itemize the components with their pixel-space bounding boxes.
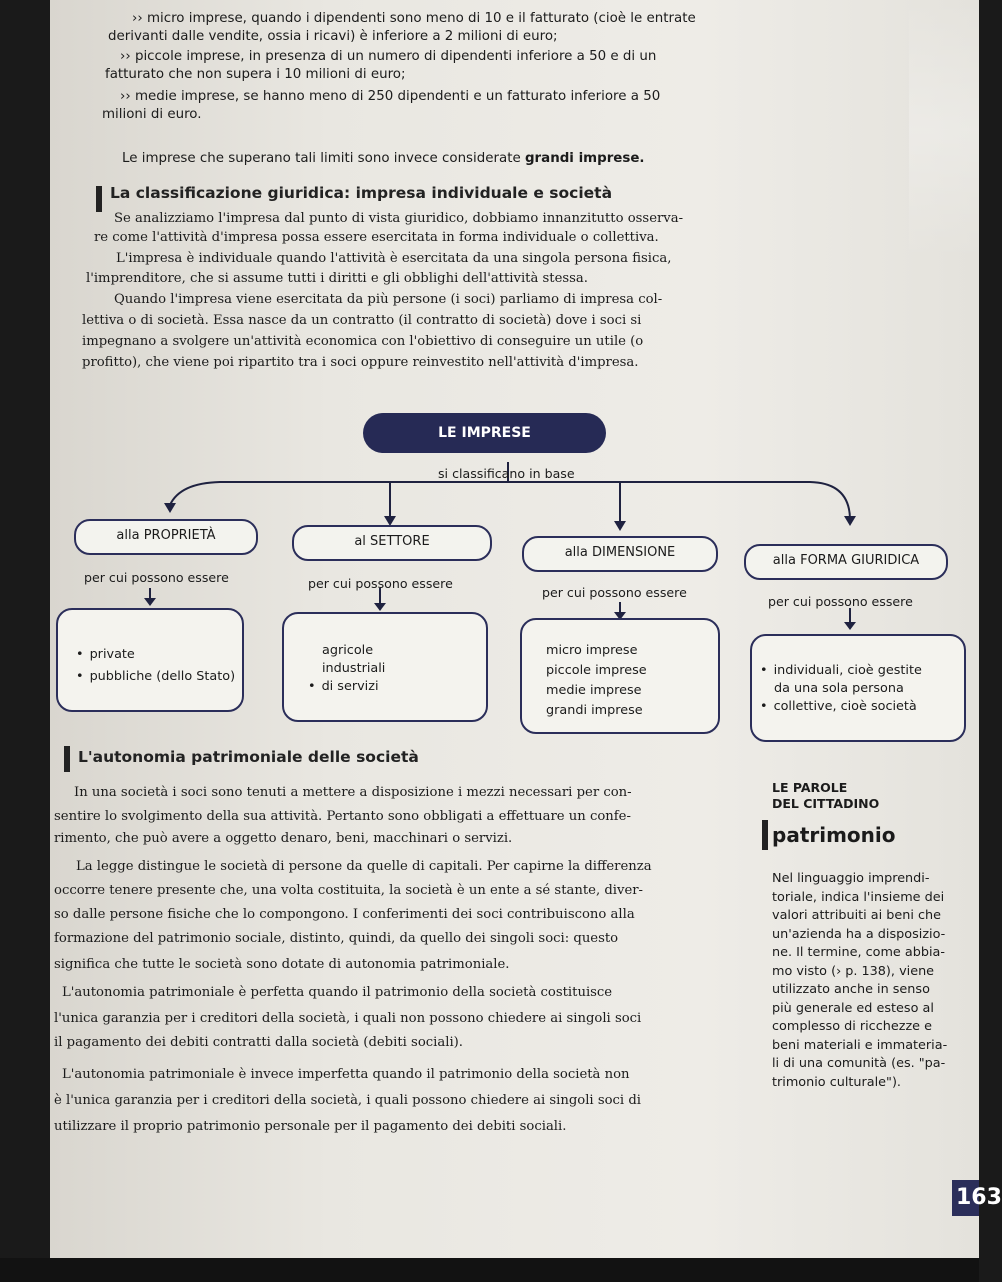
intro-line-3: ›› piccole imprese, in presenza di un numero di dipendenti inferiore a 50 e di un xyxy=(120,49,657,64)
list-item: industriali xyxy=(322,661,386,676)
s2-line: l'unica garanzia per i creditori della società, i quali non possono chiedere ai singoli soci xyxy=(54,1011,642,1026)
section1-title-a: La classificazione giuridica: xyxy=(110,184,351,202)
s2-line: so dalle persone fisiche che lo compongono. I conferimenti dei soci contribuiscono alla xyxy=(54,907,635,922)
section-marker xyxy=(64,746,70,772)
list-item: medie imprese xyxy=(546,683,642,698)
s2-line: significa che tutte le società sono dotate di autonomia patrimoniale. xyxy=(54,957,510,972)
s1-line: Se analizziamo l'impresa dal punto di vista giuridico, dobbiamo innanzitutto osserva- xyxy=(114,211,684,226)
list-item: • individuali, cioè gestite xyxy=(760,662,964,680)
category-forma-giuridica: alla FORMA GIURIDICA xyxy=(744,544,948,580)
category-sub: per cui possono essere xyxy=(542,585,687,600)
s2-line: il pagamento dei debiti contratti dalla società (debiti sociali). xyxy=(54,1035,463,1050)
category-sub: per cui possono essere xyxy=(768,594,913,609)
page-number: 163 xyxy=(952,1180,979,1216)
sidebar-label-1: LE PAROLE xyxy=(772,780,848,795)
category-dimensione: alla DIMENSIONE xyxy=(522,536,718,572)
s1-line: L'impresa è individuale quando l'attività è esercitata da una singola persona fisica, xyxy=(116,251,672,266)
category-sub: per cui possono essere xyxy=(308,576,453,591)
sidebar-line: utilizzato anche in senso xyxy=(772,982,930,997)
sidebar-marker xyxy=(762,820,768,850)
sidebar-line: ne. Il termine, come abbia- xyxy=(772,945,945,960)
s1-line: Quando l'impresa viene esercitata da più persone (i soci) parliamo di impresa col- xyxy=(114,292,663,307)
s1-line: profitto), che viene poi ripartito tra i soci oppure reinvestito nell'attività d'impresa. xyxy=(82,355,639,370)
intro-line-1: ›› micro imprese, quando i dipendenti sono meno di 10 e il fatturato (cioè le entrate xyxy=(132,11,696,26)
sidebar-term: patrimonio xyxy=(772,823,896,847)
intro-line-2: derivanti dalle vendite, ossia i ricavi) è inferiore a 2 milioni di euro; xyxy=(108,29,558,44)
sidebar-line: mo visto (› p. 138), viene xyxy=(772,963,935,979)
section2-title: L'autonomia patrimoniale delle società xyxy=(78,748,419,766)
section1-title-b: impresa individuale e società xyxy=(355,184,613,202)
sidebar-label-2: DEL CITTADINO xyxy=(772,796,880,811)
list-item: • collettive, cioè società xyxy=(760,698,964,716)
list-item: agricole xyxy=(322,643,374,658)
s2-line: occorre tenere presente che, una volta costituita, la società è un ente a sé stante, diver- xyxy=(54,883,644,898)
intro-line-5: ›› medie imprese, se hanno meno di 250 dipendenti e un fatturato inferiore a 50 xyxy=(120,89,661,104)
box-settore xyxy=(282,612,488,722)
category-settore: al SETTORE xyxy=(292,525,492,561)
intro-line-7-bold: grandi imprese. xyxy=(524,151,645,166)
sidebar-line: un'azienda ha a disposizio- xyxy=(772,926,946,942)
intro-line-4: fatturato che non supera i 10 milioni di euro; xyxy=(105,67,406,82)
s1-line: l'imprenditore, che si assume tutti i diritti e gli obblighi dell'attività stessa. xyxy=(86,271,588,286)
box-proprieta xyxy=(56,608,244,712)
list-item: • private xyxy=(76,646,242,664)
box-forma-giuridica xyxy=(750,634,966,742)
diagram-subtitle: si classificano in base xyxy=(438,466,575,481)
list-item: grandi imprese xyxy=(546,703,643,718)
diagram-title: LE IMPRESE xyxy=(363,413,606,453)
s2-line: sentire lo svolgimento della sua attività. Pertanto sono obbligati a effettuare un confe- xyxy=(54,809,631,824)
s1-line: lettiva o di società. Essa nasce da un contratto (il contratto di società) dove i soci si xyxy=(82,313,642,328)
sidebar-line: toriale, indica l'insieme dei xyxy=(772,889,945,905)
sidebar-line: li di una comunità (es. "pa- xyxy=(772,1056,946,1071)
s1-line: re come l'attività d'impresa possa essere esercitata in forma individuale o collettiva. xyxy=(94,230,659,245)
list-item: micro imprese xyxy=(546,643,638,658)
sidebar-line: trimonio culturale"). xyxy=(772,1074,901,1090)
s2-line: rimento, che può avere a oggetto denaro, beni, macchinari o servizi. xyxy=(54,831,513,846)
sidebar-line: complesso di ricchezze e xyxy=(772,1019,932,1034)
textbook-page xyxy=(50,0,979,1260)
s1-line: impegnano a svolgere un'attività economica con l'obiettivo di conseguire un utile (o xyxy=(82,334,644,349)
s2-line: è l'unica garanzia per i creditori della società, i quali possono chiedere ai singoli soci di xyxy=(54,1093,642,1108)
list-item: • di servizi xyxy=(308,678,486,696)
s2-line: L'autonomia patrimoniale è invece imperfetta quando il patrimonio della società non xyxy=(62,1067,630,1082)
box-dimensione xyxy=(520,618,720,734)
sidebar-line: valori attribuiti ai beni che xyxy=(772,908,942,923)
s2-line: formazione del patrimonio sociale, distinto, quindi, da quello dei singoli soci: questo xyxy=(54,931,619,946)
intro-line-6: milioni di euro. xyxy=(102,107,202,122)
sidebar-label xyxy=(772,780,879,812)
list-item: • pubbliche (dello Stato) xyxy=(76,668,242,686)
intro-line-7-text: Le imprese che superano tali limiti sono invece considerate xyxy=(122,151,521,166)
category-proprieta: alla PROPRIETÀ xyxy=(74,519,258,555)
s2-line: utilizzare il proprio patrimonio personale per il pagamento dei debiti sociali. xyxy=(54,1119,567,1134)
screen-bezel xyxy=(0,1258,979,1282)
list-item: da una sola persona xyxy=(774,681,904,696)
category-sub: per cui possono essere xyxy=(84,570,229,585)
sidebar-line: più generale ed esteso al xyxy=(772,1000,934,1016)
s2-line: In una società i soci sono tenuti a mettere a disposizione i mezzi necessari per con- xyxy=(74,785,632,800)
sidebar-definition xyxy=(772,870,947,1092)
sidebar-line: beni materiali e immateria- xyxy=(772,1037,948,1053)
list-item: piccole imprese xyxy=(546,663,647,678)
s2-line: La legge distingue le società di persone da quelle di capitali. Per capirne la differenza xyxy=(76,859,652,874)
s2-line: L'autonomia patrimoniale è perfetta quando il patrimonio della società costituisce xyxy=(62,985,613,1000)
sidebar-line: Nel linguaggio imprendi- xyxy=(772,871,930,886)
